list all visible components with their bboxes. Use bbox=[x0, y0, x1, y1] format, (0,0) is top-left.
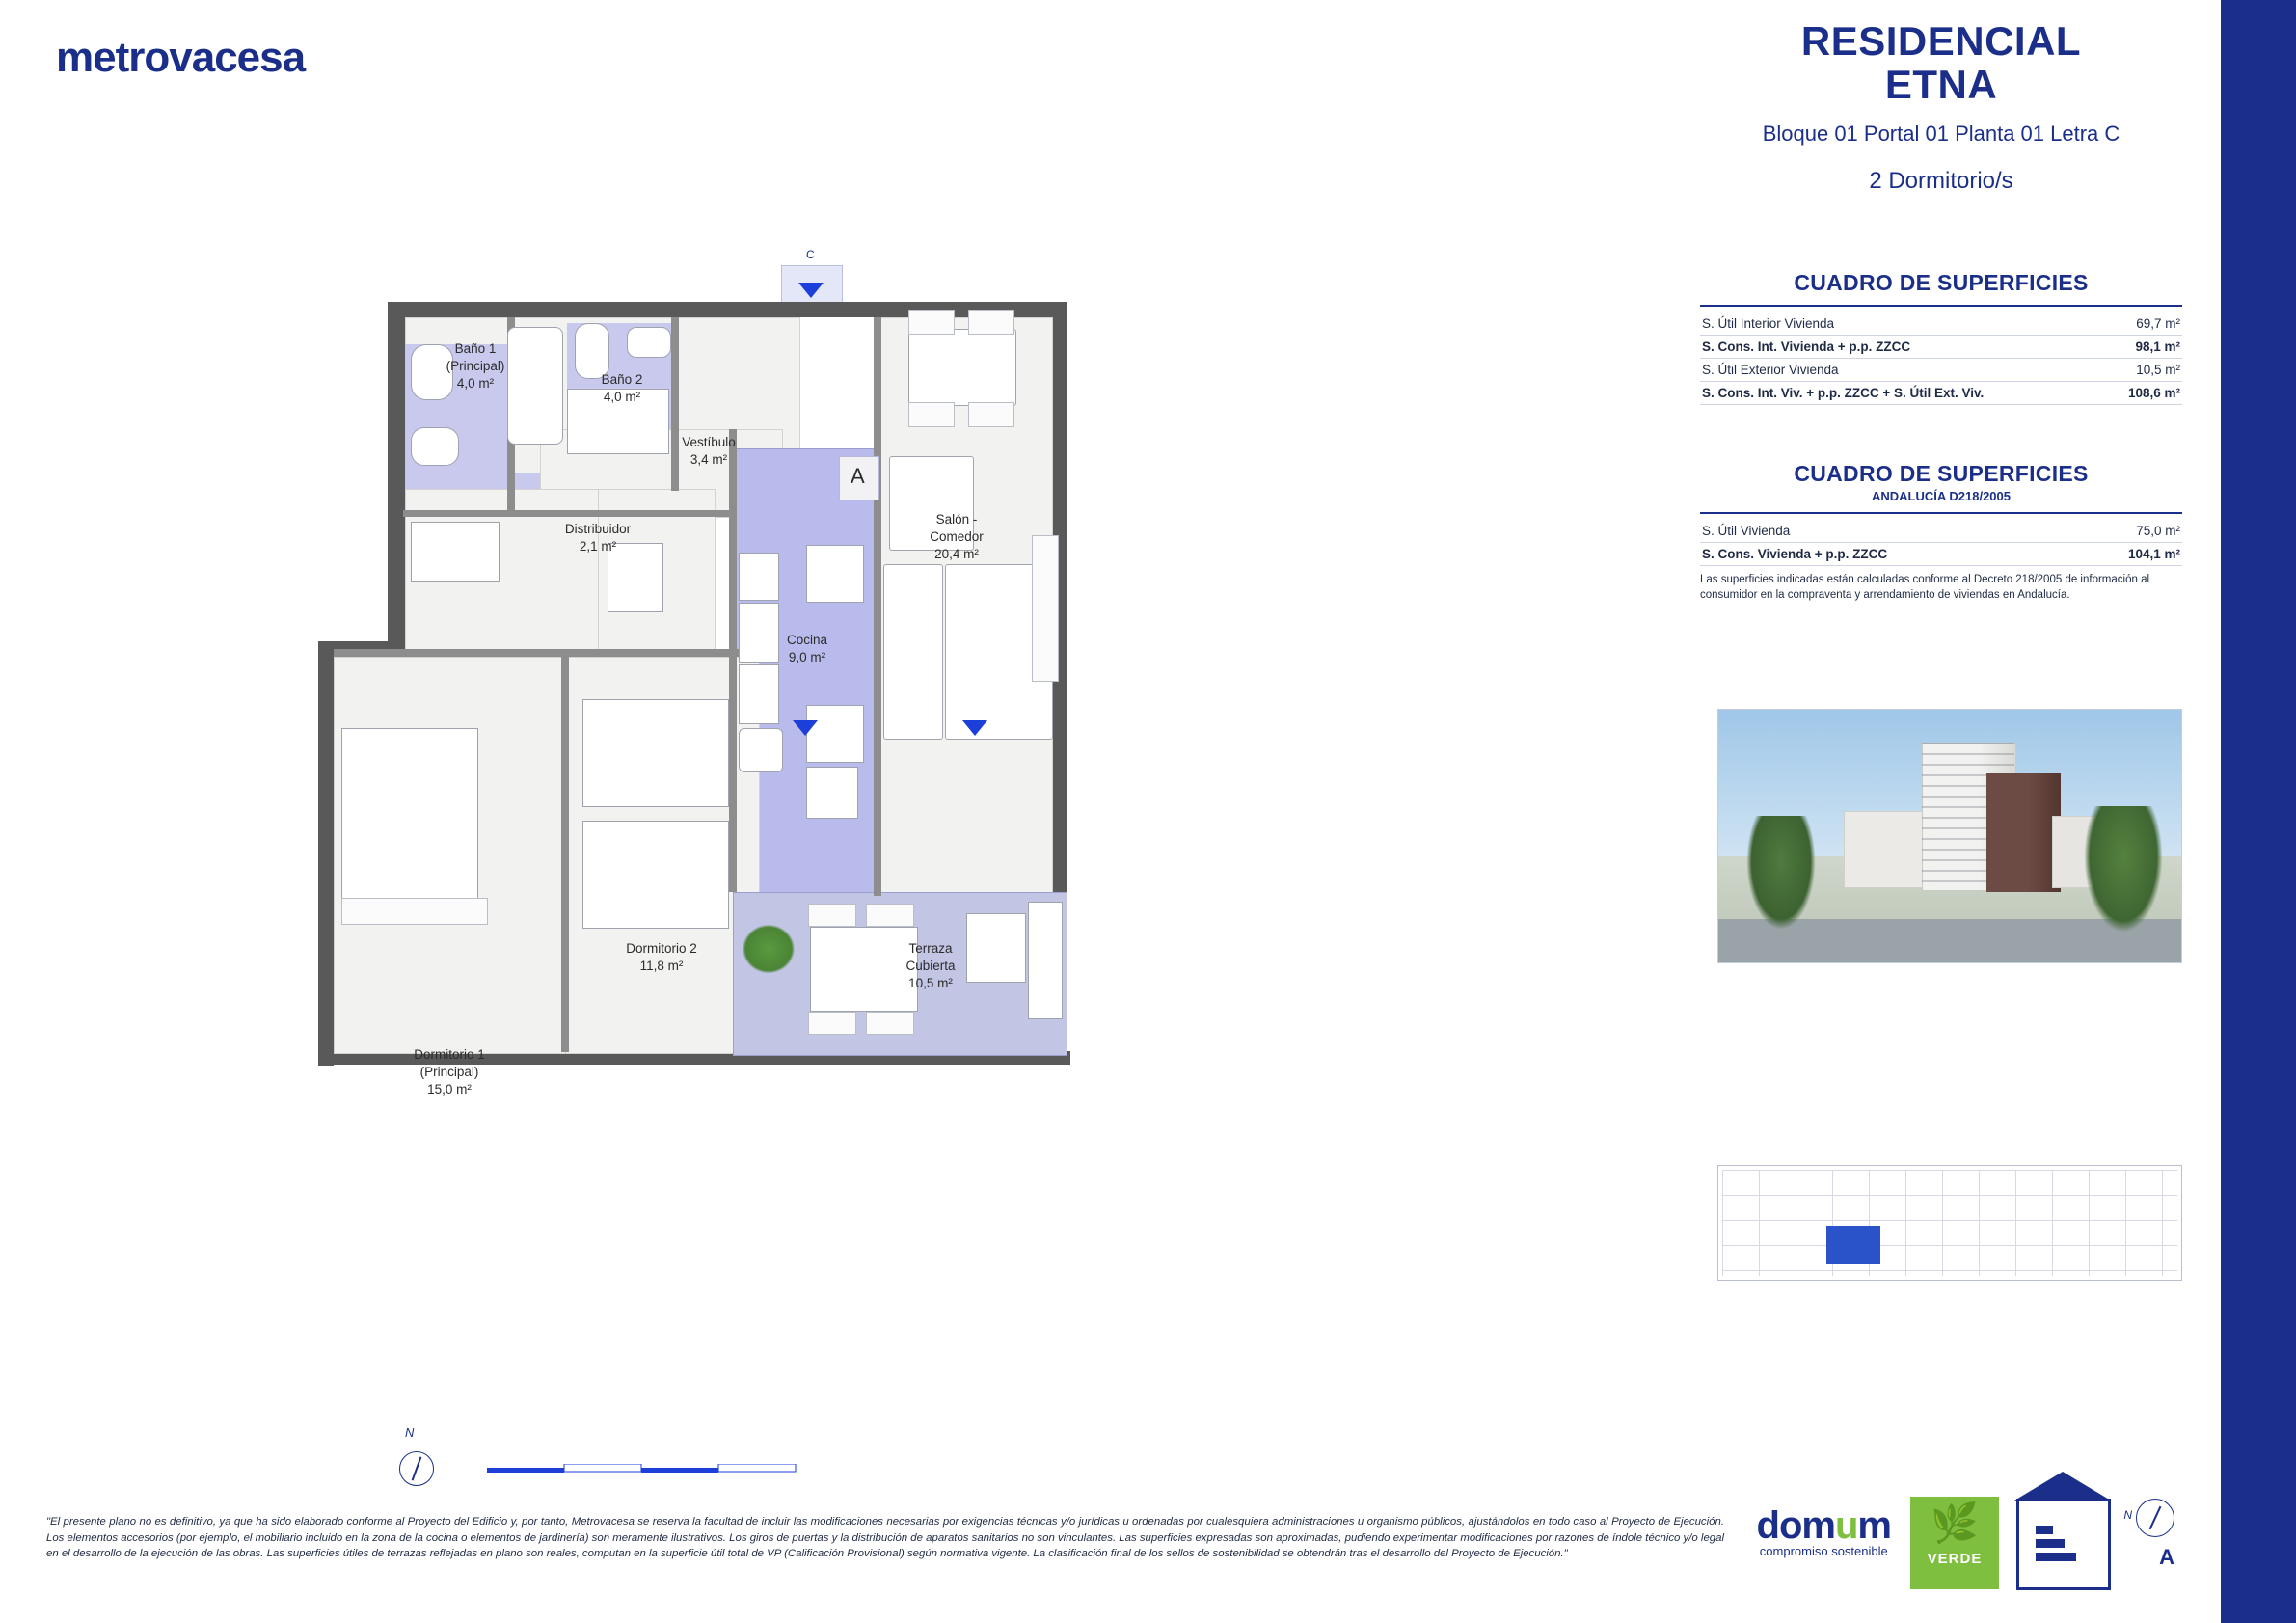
room-label-bano1 bbox=[403, 340, 548, 393]
key-plan bbox=[1717, 1165, 2182, 1281]
room-label-distribuidor bbox=[521, 521, 675, 555]
kitchen-unit bbox=[806, 545, 864, 603]
energy-rating-badge bbox=[2016, 1493, 2180, 1593]
render-tree-left bbox=[1746, 816, 1816, 930]
room-area: 11,8 m² bbox=[639, 959, 684, 974]
terrace-chair bbox=[866, 1012, 914, 1035]
domum-text-u: u bbox=[1834, 1504, 1858, 1547]
domum-wordmark bbox=[1757, 1504, 1891, 1548]
row-value: 98,1 m² bbox=[2135, 339, 2180, 354]
legal-disclaimer: "El presente plano no es definitivo, ya que ha sido elaborado conforme al Proyecto del Edificio y, por tanto, Metrovacesa se reserva la facultad de incluir las modificaciones necesarias por exigencias técnicas y/o jurídicas u ordenadas por cualesquiera administraciones u organismo públicos, ajustándolos en todo caso al Proyecto de Ejecución. Los elementos accesorios (por ejemplo, el mobiliario incluido en la zona de la cocina o elementos de jardinería) son meramente ilustrativos. Los giros de puertas y la distribución de aparatos sanitarios no son vinculantes. Las superficies expresadas son aproximadas, pudiendo experimentar modificaciones por razones de índole técnico y/o legal en el desarrollo de la ejecución de las obras. Las superficies útiles de terrazas reflejadas en plano son reales, computan en la superficie útil total de VP (Calificación Provisional) según normativa vigente. La clasificación final de los sellos de sostenibilidad se obtendrán tras el desarrollo del Proyecto de Ejecución." bbox=[46, 1516, 1724, 1560]
title-block bbox=[1700, 18, 2182, 195]
domum-logo bbox=[1757, 1504, 1891, 1558]
room-label-terraza bbox=[858, 940, 1003, 993]
domum-tagline: compromiso sostenible bbox=[1759, 1544, 1888, 1558]
dining-chair bbox=[908, 310, 955, 335]
north-label: N bbox=[2123, 1508, 2132, 1522]
floor-plan bbox=[318, 248, 1446, 1181]
energy-letter: A bbox=[2159, 1545, 2174, 1569]
dining-chair bbox=[908, 402, 955, 427]
leaf-icon: 🌿 bbox=[1931, 1502, 1979, 1545]
table-row bbox=[1700, 359, 2182, 382]
room-name: Cocina bbox=[786, 633, 828, 647]
energy-bar bbox=[2036, 1553, 2076, 1561]
sink bbox=[627, 327, 671, 358]
bed-foot bbox=[341, 898, 488, 925]
room-subname: Comedor bbox=[930, 529, 984, 545]
energy-bar bbox=[2036, 1526, 2053, 1534]
room-name: Vestíbulo bbox=[682, 435, 736, 449]
table-row bbox=[1700, 520, 2182, 543]
room-area: 4,0 m² bbox=[603, 390, 641, 405]
divider bbox=[1700, 305, 2182, 307]
kitchen-cabinet bbox=[739, 553, 779, 601]
wall bbox=[318, 641, 334, 1066]
row-label: S. Útil Exterior Vivienda bbox=[1702, 363, 1839, 377]
surfaces-andalucia-subtitle: ANDALUCÍA D218/2005 bbox=[1871, 489, 2011, 503]
bed-single-1 bbox=[582, 699, 729, 807]
room-name: Terraza bbox=[908, 941, 953, 956]
row-value: 108,6 m² bbox=[2127, 386, 2180, 400]
right-accent-bar bbox=[2221, 0, 2296, 1623]
room-label-dormitorio1 bbox=[336, 1046, 563, 1099]
room-subname: Cubierta bbox=[905, 959, 956, 974]
room-label-bano2 bbox=[550, 371, 694, 406]
table-row bbox=[1700, 312, 2182, 336]
compass-icon bbox=[2136, 1499, 2174, 1537]
section-label-c: C bbox=[806, 248, 815, 261]
divider bbox=[1700, 512, 2182, 514]
room-label-cocina bbox=[735, 632, 879, 666]
salon-tag-letter: A bbox=[851, 464, 865, 488]
room-area: 3,4 m² bbox=[689, 452, 728, 468]
row-label: S. Cons. Int. Vivienda + p.p. ZZCC bbox=[1702, 339, 1911, 354]
row-label: S. Cons. Vivienda + p.p. ZZCC bbox=[1702, 547, 1888, 561]
north-label: N bbox=[405, 1425, 415, 1440]
render-tower-brick bbox=[1986, 773, 2061, 892]
wall bbox=[388, 302, 1067, 317]
kitchen-sink bbox=[739, 728, 783, 772]
sofa-left bbox=[883, 564, 943, 740]
key-plan-grid bbox=[1722, 1170, 2177, 1276]
view-arrow-cocina bbox=[793, 720, 818, 736]
surfaces-note: Las superficies indicadas están calculadas conforme al Decreto 218/2005 de información al consumidor en la compraventa y arrendamiento de viviendas en Andalucía. bbox=[1700, 574, 2150, 601]
room-name: Distribuidor bbox=[564, 522, 632, 536]
room-label-vestibulo bbox=[636, 434, 781, 469]
bedroom-count: 2 Dormitorio/s bbox=[1869, 168, 2013, 195]
room-area: 4,0 m² bbox=[456, 376, 495, 392]
bed-double bbox=[341, 728, 478, 913]
terrace-chair bbox=[808, 1012, 856, 1035]
row-value: 75,0 m² bbox=[2136, 524, 2180, 538]
company-logo: metrovacesa bbox=[56, 34, 306, 81]
row-label: S. Cons. Int. Viv. + p.p. ZZCC + S. Útil Ext. Viv. bbox=[1702, 386, 1985, 400]
terrace-chair bbox=[866, 904, 914, 927]
kitchen-unit bbox=[806, 767, 858, 819]
terrace-chair bbox=[808, 904, 856, 927]
room-area: 10,5 m² bbox=[908, 976, 953, 991]
row-label: S. Útil Vivienda bbox=[1702, 524, 1791, 538]
partition bbox=[334, 649, 758, 657]
room-name: Salón - bbox=[935, 512, 978, 527]
verde-badge bbox=[1910, 1497, 1999, 1589]
domum-text-1: dom bbox=[1756, 1504, 1835, 1547]
row-value: 10,5 m² bbox=[2136, 363, 2180, 377]
room-label-salon bbox=[889, 511, 1024, 564]
render-building-left-wing bbox=[1844, 811, 1929, 889]
room-name: Baño 1 bbox=[454, 341, 497, 356]
dining-chair bbox=[968, 402, 1014, 427]
roof-icon bbox=[2014, 1472, 2111, 1501]
table-row bbox=[1700, 382, 2182, 405]
view-arrow-salon bbox=[962, 720, 987, 736]
room-label-dormitorio2 bbox=[565, 940, 758, 975]
dining-chair bbox=[968, 310, 1014, 335]
room-area: 15,0 m² bbox=[427, 1082, 472, 1097]
development-title-line1: RESIDENCIAL bbox=[1800, 18, 2082, 64]
unit-location: Bloque 01 Portal 01 Planta 01 Letra C bbox=[1762, 122, 2120, 147]
building-render-image bbox=[1717, 709, 2182, 963]
dining-table bbox=[908, 329, 1016, 406]
compass-icon bbox=[399, 1451, 434, 1486]
tv-unit bbox=[1032, 535, 1059, 682]
partition bbox=[561, 657, 569, 1052]
surfaces-andalucia-title: CUADRO DE SUPERFICIES bbox=[1794, 461, 2089, 486]
domum-text-2: m bbox=[1857, 1504, 1891, 1547]
terrace-unit bbox=[1028, 902, 1063, 1019]
energy-bar bbox=[2036, 1539, 2065, 1548]
room-area: 20,4 m² bbox=[934, 547, 979, 562]
room-area: 9,0 m² bbox=[788, 650, 826, 665]
key-plan-highlight bbox=[1826, 1226, 1880, 1264]
energy-bars bbox=[2036, 1526, 2076, 1566]
row-label: S. Útil Interior Vivienda bbox=[1702, 316, 1835, 331]
row-value: 104,1 m² bbox=[2127, 547, 2180, 561]
room-name: Dormitorio 2 bbox=[626, 941, 697, 956]
surfaces-main-title: CUADRO DE SUPERFICIES bbox=[1794, 270, 2089, 295]
sink bbox=[411, 427, 459, 466]
bed-single-2 bbox=[582, 821, 729, 929]
partition bbox=[403, 510, 731, 517]
table-row bbox=[1700, 336, 2182, 359]
scale-bar bbox=[487, 1464, 797, 1473]
kitchen-oven bbox=[739, 664, 779, 724]
section-arrow-top bbox=[798, 283, 824, 298]
partition bbox=[874, 317, 881, 896]
room-name: Baño 2 bbox=[601, 372, 643, 387]
room-name: Dormitorio 1 bbox=[414, 1047, 485, 1062]
surfaces-andalucia-panel bbox=[1700, 461, 2182, 603]
room-subname: (Principal) bbox=[419, 1065, 479, 1080]
render-tree-right bbox=[2084, 806, 2163, 933]
verde-label: VERDE bbox=[1927, 1551, 1983, 1567]
room-subname: (Principal) bbox=[446, 359, 505, 374]
table-row bbox=[1700, 543, 2182, 566]
surfaces-main-panel bbox=[1700, 270, 2182, 405]
room-area: 2,1 m² bbox=[579, 539, 617, 555]
wardrobe bbox=[411, 522, 500, 582]
development-title-line2: ETNA bbox=[1884, 62, 1998, 107]
row-value: 69,7 m² bbox=[2136, 316, 2180, 331]
